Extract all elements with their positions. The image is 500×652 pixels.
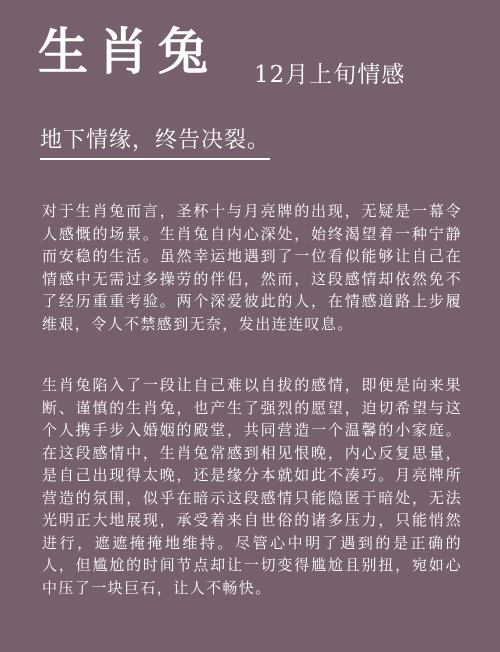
period-subtitle: 12月上旬情感 (254, 62, 406, 88)
paragraph-2: 生肖兔陷入了一段让自己难以自拔的感情，即便是向来果断、谨慎的生肖兔，也产生了强烈的愿望，迫切希望与这个人携手步入婚姻的殿堂，共同营造一个温馨的小家庭。在这段感情中，生肖兔常感到相见恨晚，内心反复思量，是自己出现得太晚，还是缘分本就如此不凑巧。月亮牌所营造的氛围，似乎在暗示这段感情只能隐匿于暗处，无法光明正大地展现，承受着来自世俗的诸多压力，只能悄然进行，遮遮掩掩地维持。尽管心中明了遇到的是正确的人，但尴尬的时间节点却让一切变得尴尬且别扭，宛如心中压了一块巨石，让人不畅快。 (42, 376, 462, 597)
zodiac-title: 生肖兔 (38, 22, 218, 81)
section-heading: 地下情缘，终告决裂。 (40, 126, 270, 160)
paragraph-1: 对于生肖兔而言，圣杯十与月亮牌的出现，无疑是一幕令人感慨的场景。生肖兔自内心深处，始终渴望着一种宁静而安稳的生活。虽然幸运地遇到了一位看似能够让自己在情感中无需过多操劳的伴侣，然而，这段感情却依然免不了经历重重考验。两个深爱彼此的人，在情感道路上步履维艰，令人不禁感到无奈，发出连连叹息。 (42, 202, 462, 333)
